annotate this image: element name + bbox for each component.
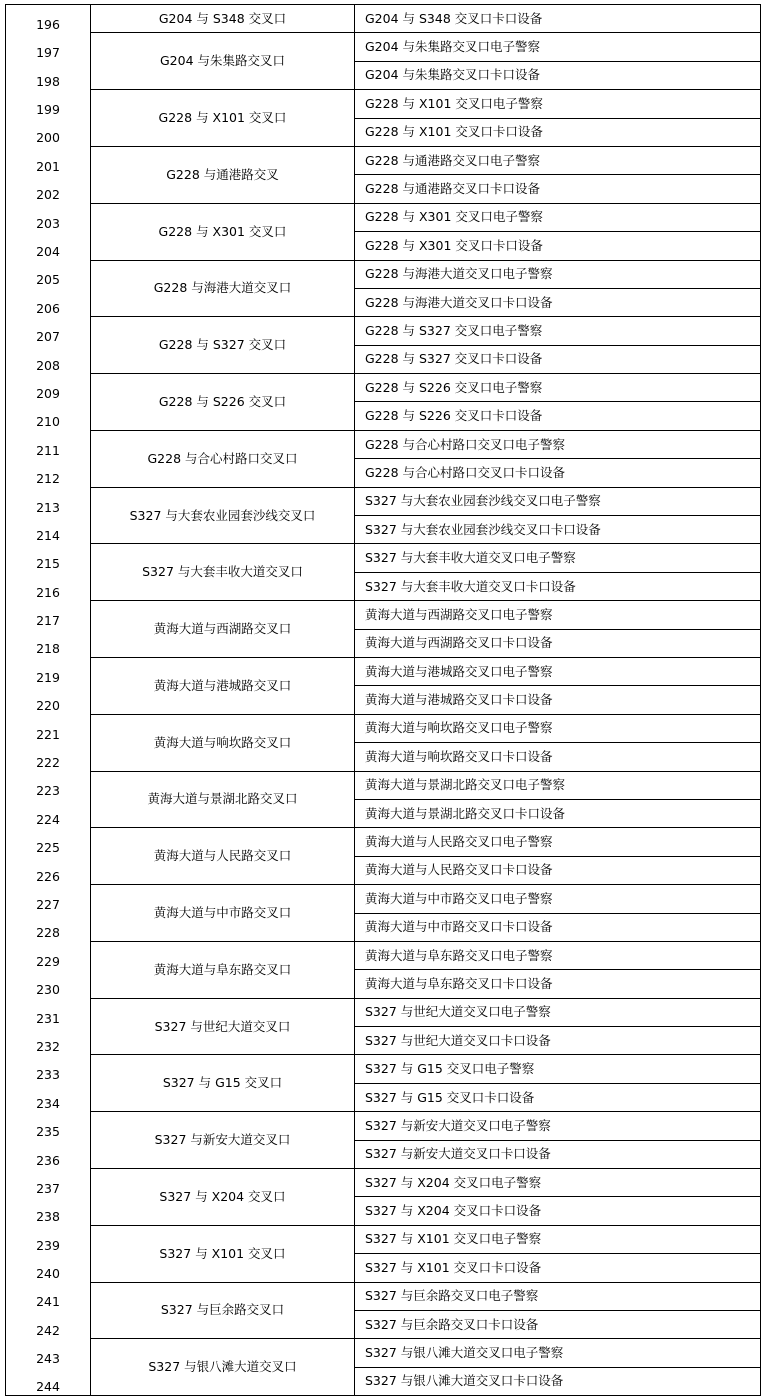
table-row [6,430,761,458]
location-cell: 黄海大道与西湖路交叉口 [91,601,355,658]
row-number-cell: 242 [6,1310,91,1338]
device-cell: S327 与 G15 交叉口电子警察 [355,1055,761,1083]
device-cell: G228 与 X101 交叉口电子警察 [355,90,761,118]
location-cell: 黄海大道与景湖北路交叉口 [91,771,355,828]
row-number-cell: 204 [6,232,91,260]
location-cell: G228 与 S327 交叉口 [91,317,355,374]
row-number-cell: 222 [6,743,91,771]
location-cell: G228 与 X301 交叉口 [91,203,355,260]
device-cell: 黄海大道与景湖北路交叉口电子警察 [355,771,761,799]
location-cell: G204 与 S348 交叉口 [91,5,355,33]
device-cell: S327 与巨余路交叉口卡口设备 [355,1310,761,1338]
table-row [6,544,761,572]
table-row [6,601,761,629]
table-row [6,90,761,118]
row-number-cell: 240 [6,1254,91,1282]
device-cell: G204 与朱集路交叉口电子警察 [355,33,761,61]
device-cell: 黄海大道与港城路交叉口电子警察 [355,657,761,685]
table-row [6,260,761,288]
row-number-cell: 218 [6,629,91,657]
location-cell: S327 与大套农业园套沙线交叉口 [91,487,355,544]
device-cell: G228 与合心村路口交叉口电子警察 [355,430,761,458]
row-number-cell: 230 [6,970,91,998]
device-cell: 黄海大道与景湖北路交叉口卡口设备 [355,799,761,827]
row-number-cell: 205 [6,260,91,288]
table-row [6,998,761,1026]
table-row [6,317,761,345]
row-number-cell: 216 [6,572,91,600]
table-row [6,33,761,61]
device-cell: G204 与朱集路交叉口卡口设备 [355,61,761,89]
device-cell: S327 与世纪大道交叉口卡口设备 [355,1027,761,1055]
device-cell: G228 与 S226 交叉口电子警察 [355,374,761,402]
device-cell: 黄海大道与阜东路交叉口电子警察 [355,941,761,969]
row-number-cell: 215 [6,544,91,572]
row-number-cell: 206 [6,288,91,316]
device-cell: S327 与新安大道交叉口电子警察 [355,1112,761,1140]
device-cell: S327 与新安大道交叉口卡口设备 [355,1140,761,1168]
device-cell: 黄海大道与阜东路交叉口卡口设备 [355,970,761,998]
row-number-cell: 198 [6,61,91,89]
table-body [6,5,761,1396]
row-number-cell: 217 [6,601,91,629]
table-row [6,885,761,913]
table-row [6,374,761,402]
device-cell: 黄海大道与港城路交叉口卡口设备 [355,686,761,714]
table-row [6,1225,761,1253]
device-cell: S327 与 X101 交叉口电子警察 [355,1225,761,1253]
row-number-cell: 213 [6,487,91,515]
row-number-cell: 211 [6,430,91,458]
device-cell: G228 与合心村路口交叉口卡口设备 [355,459,761,487]
location-cell: G228 与 X101 交叉口 [91,90,355,147]
table-row [6,1112,761,1140]
row-number-cell: 210 [6,402,91,430]
row-number-cell: 233 [6,1055,91,1083]
row-number-cell: 224 [6,799,91,827]
location-cell: S327 与 X101 交叉口 [91,1225,355,1282]
device-cell: G228 与海港大道交叉口电子警察 [355,260,761,288]
row-number-cell: 214 [6,516,91,544]
table-row [6,941,761,969]
device-cell: G228 与 X101 交叉口卡口设备 [355,118,761,146]
location-cell: S327 与 G15 交叉口 [91,1055,355,1112]
row-number-cell: 236 [6,1140,91,1168]
device-cell: 黄海大道与响坎路交叉口电子警察 [355,714,761,742]
device-cell: 黄海大道与中市路交叉口卡口设备 [355,913,761,941]
device-cell: S327 与大套丰收大道交叉口电子警察 [355,544,761,572]
device-cell: G228 与 X301 交叉口卡口设备 [355,232,761,260]
device-cell: 黄海大道与西湖路交叉口电子警察 [355,601,761,629]
row-number-cell: 202 [6,175,91,203]
row-number-cell: 239 [6,1225,91,1253]
device-cell: G228 与 S327 交叉口卡口设备 [355,345,761,373]
device-cell: S327 与银八滩大道交叉口电子警察 [355,1339,761,1367]
device-cell: G228 与 X301 交叉口电子警察 [355,203,761,231]
device-cell: S327 与世纪大道交叉口电子警察 [355,998,761,1026]
row-number-cell: 221 [6,714,91,742]
device-cell: 黄海大道与西湖路交叉口卡口设备 [355,629,761,657]
intersection-device-table [5,4,761,1396]
location-cell: 黄海大道与阜东路交叉口 [91,941,355,998]
table-row [6,1282,761,1310]
location-cell: 黄海大道与港城路交叉口 [91,657,355,714]
row-number-cell: 226 [6,856,91,884]
device-cell: S327 与银八滩大道交叉口卡口设备 [355,1367,761,1395]
device-cell: G228 与 S327 交叉口电子警察 [355,317,761,345]
device-cell: 黄海大道与人民路交叉口电子警察 [355,828,761,856]
location-cell: G228 与通港路交叉 [91,146,355,203]
device-cell: G204 与 S348 交叉口卡口设备 [355,5,761,33]
row-number-cell: 231 [6,998,91,1026]
row-number-cell: 237 [6,1169,91,1197]
location-cell: 黄海大道与人民路交叉口 [91,828,355,885]
device-cell: S327 与大套农业园套沙线交叉口卡口设备 [355,516,761,544]
table-row [6,828,761,856]
row-number-cell: 201 [6,146,91,174]
row-number-cell: 220 [6,686,91,714]
location-cell: S327 与巨余路交叉口 [91,1282,355,1339]
table-row [6,1055,761,1083]
row-number-cell: 228 [6,913,91,941]
device-cell: S327 与 G15 交叉口卡口设备 [355,1083,761,1111]
location-cell: G204 与朱集路交叉口 [91,33,355,90]
table-row [6,771,761,799]
device-cell: S327 与 X101 交叉口卡口设备 [355,1254,761,1282]
row-number-cell: 219 [6,657,91,685]
location-cell: 黄海大道与响坎路交叉口 [91,714,355,771]
row-number-cell: 227 [6,885,91,913]
row-number-cell: 223 [6,771,91,799]
row-number-cell: 244 [6,1367,91,1395]
location-cell: S327 与大套丰收大道交叉口 [91,544,355,601]
device-cell: G228 与通港路交叉口电子警察 [355,146,761,174]
device-cell: G228 与 S226 交叉口卡口设备 [355,402,761,430]
row-number-cell: 207 [6,317,91,345]
table-row [6,714,761,742]
row-number-cell: 208 [6,345,91,373]
row-number-cell: 241 [6,1282,91,1310]
location-cell: G228 与海港大道交叉口 [91,260,355,317]
location-cell: S327 与世纪大道交叉口 [91,998,355,1055]
device-cell: 黄海大道与人民路交叉口卡口设备 [355,856,761,884]
device-cell: S327 与 X204 交叉口卡口设备 [355,1197,761,1225]
location-cell: S327 与 X204 交叉口 [91,1169,355,1226]
table-row [6,657,761,685]
row-number-cell: 196 [6,5,91,33]
device-cell: S327 与大套农业园套沙线交叉口电子警察 [355,487,761,515]
row-number-cell: 229 [6,941,91,969]
device-cell: G228 与通港路交叉口卡口设备 [355,175,761,203]
row-number-cell: 197 [6,33,91,61]
table-row [6,5,761,33]
row-number-cell: 243 [6,1339,91,1367]
device-cell: S327 与 X204 交叉口电子警察 [355,1169,761,1197]
row-number-cell: 209 [6,374,91,402]
device-cell: 黄海大道与响坎路交叉口卡口设备 [355,743,761,771]
location-cell: S327 与银八滩大道交叉口 [91,1339,355,1396]
table-row [6,203,761,231]
table-row [6,487,761,515]
row-number-cell: 225 [6,828,91,856]
table-row [6,1339,761,1367]
row-number-cell: 234 [6,1083,91,1111]
device-cell: G228 与海港大道交叉口卡口设备 [355,288,761,316]
row-number-cell: 203 [6,203,91,231]
device-cell: 黄海大道与中市路交叉口电子警察 [355,885,761,913]
location-cell: G228 与合心村路口交叉口 [91,430,355,487]
row-number-cell: 238 [6,1197,91,1225]
location-cell: G228 与 S226 交叉口 [91,374,355,431]
location-cell: 黄海大道与中市路交叉口 [91,885,355,942]
row-number-cell: 199 [6,90,91,118]
device-cell: S327 与巨余路交叉口电子警察 [355,1282,761,1310]
row-number-cell: 232 [6,1027,91,1055]
table-row [6,1169,761,1197]
location-cell: S327 与新安大道交叉口 [91,1112,355,1169]
device-cell: S327 与大套丰收大道交叉口卡口设备 [355,572,761,600]
row-number-cell: 235 [6,1112,91,1140]
table-row [6,146,761,174]
row-number-cell: 212 [6,459,91,487]
row-number-cell: 200 [6,118,91,146]
